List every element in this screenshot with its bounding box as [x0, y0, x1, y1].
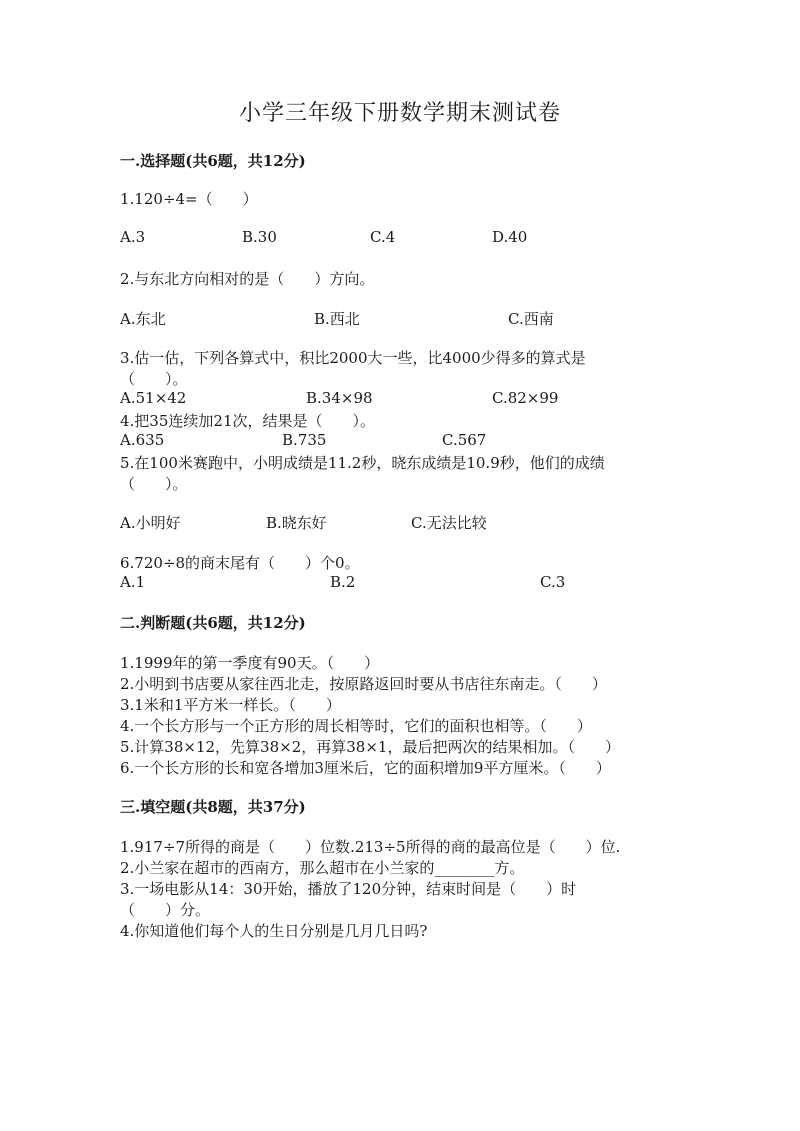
- page-title: 小学三年级下册数学期末测试卷: [238, 101, 561, 126]
- question-stem-continued: （ ）。: [120, 370, 188, 388]
- option-c: C.3: [540, 573, 566, 591]
- option-c: C.西南: [508, 310, 554, 328]
- option-c: C.567: [442, 431, 487, 449]
- question-stem: 3.估一估，下列各算式中，积比2000大一些，比4000少得多的算式是: [120, 349, 586, 367]
- fill-blank-item: 4.你知道他们每个人的生日分别是几月几日吗?: [120, 922, 428, 940]
- question-stem: 4.把35连续加21次，结果是（ ）。: [120, 412, 375, 430]
- question-stem: 1.120÷4=（ ）: [120, 190, 258, 208]
- fill-blank-item: 2.小兰家在超市的西南方，那么超市在小兰家的________方。: [120, 859, 525, 877]
- option-b: B.西北: [314, 310, 360, 328]
- option-b: B.晓东好: [266, 514, 327, 532]
- question-stem: 2.与东北方向相对的是（ ）方向。: [120, 270, 375, 288]
- fill-blank-item: 3.一场电影从14：30开始，播放了120分钟，结束时间是（ ）时: [120, 880, 577, 898]
- judgment-item: 5.计算38×12，先算38×2，再算38×1，最后把两次的结果相加。（ ）: [120, 738, 620, 756]
- fill-blank-item: 1.917÷7所得的商是（ ）位数.213÷5所得的商的最高位是（ ）位.: [120, 838, 621, 856]
- section-heading-judgment: 二.判断题(共6题，共12分): [120, 614, 306, 632]
- question-stem-continued: （ ）。: [120, 475, 188, 493]
- option-c: C.无法比较: [411, 514, 487, 532]
- option-a: A.3: [120, 228, 146, 246]
- option-b: B.2: [330, 573, 356, 591]
- option-d: D.40: [492, 228, 528, 246]
- judgment-item: 2.小明到书店要从家往西北走，按原路返回时要从书店往东南走。（ ）: [120, 675, 607, 693]
- option-c: C.82×99: [492, 389, 559, 407]
- judgment-item: 1.1999年的第一季度有90天。（ ）: [120, 654, 380, 672]
- option-c: C.4: [370, 228, 396, 246]
- option-b: B.735: [282, 431, 327, 449]
- section-heading-fill-blank: 三.填空题(共8题，共37分): [120, 798, 306, 816]
- option-b: B.30: [242, 228, 277, 246]
- section-heading-choice: 一.选择题(共6题，共12分): [120, 152, 306, 170]
- option-b: B.34×98: [306, 389, 373, 407]
- judgment-item: 3.1米和1平方米一样长。（ ）: [120, 696, 341, 714]
- option-a: A.1: [120, 573, 146, 591]
- judgment-item: 6.一个长方形的长和宽各增加3厘米后，它的面积增加9平方厘米。（ ）: [120, 759, 611, 777]
- option-a: A.东北: [120, 310, 166, 328]
- option-a: A.51×42: [120, 389, 187, 407]
- question-stem: 5.在100米赛跑中，小明成绩是11.2秒，晓东成绩是10.9秒，他们的成绩: [120, 454, 605, 472]
- judgment-item: 4.一个长方形与一个正方形的周长相等时，它们的面积也相等。（ ）: [120, 717, 592, 735]
- option-a: A.小明好: [120, 514, 181, 532]
- option-a: A.635: [120, 431, 165, 449]
- question-stem: 6.720÷8的商末尾有（ ）个0。: [120, 554, 360, 572]
- fill-blank-item-continued: （ ）分。: [120, 901, 211, 919]
